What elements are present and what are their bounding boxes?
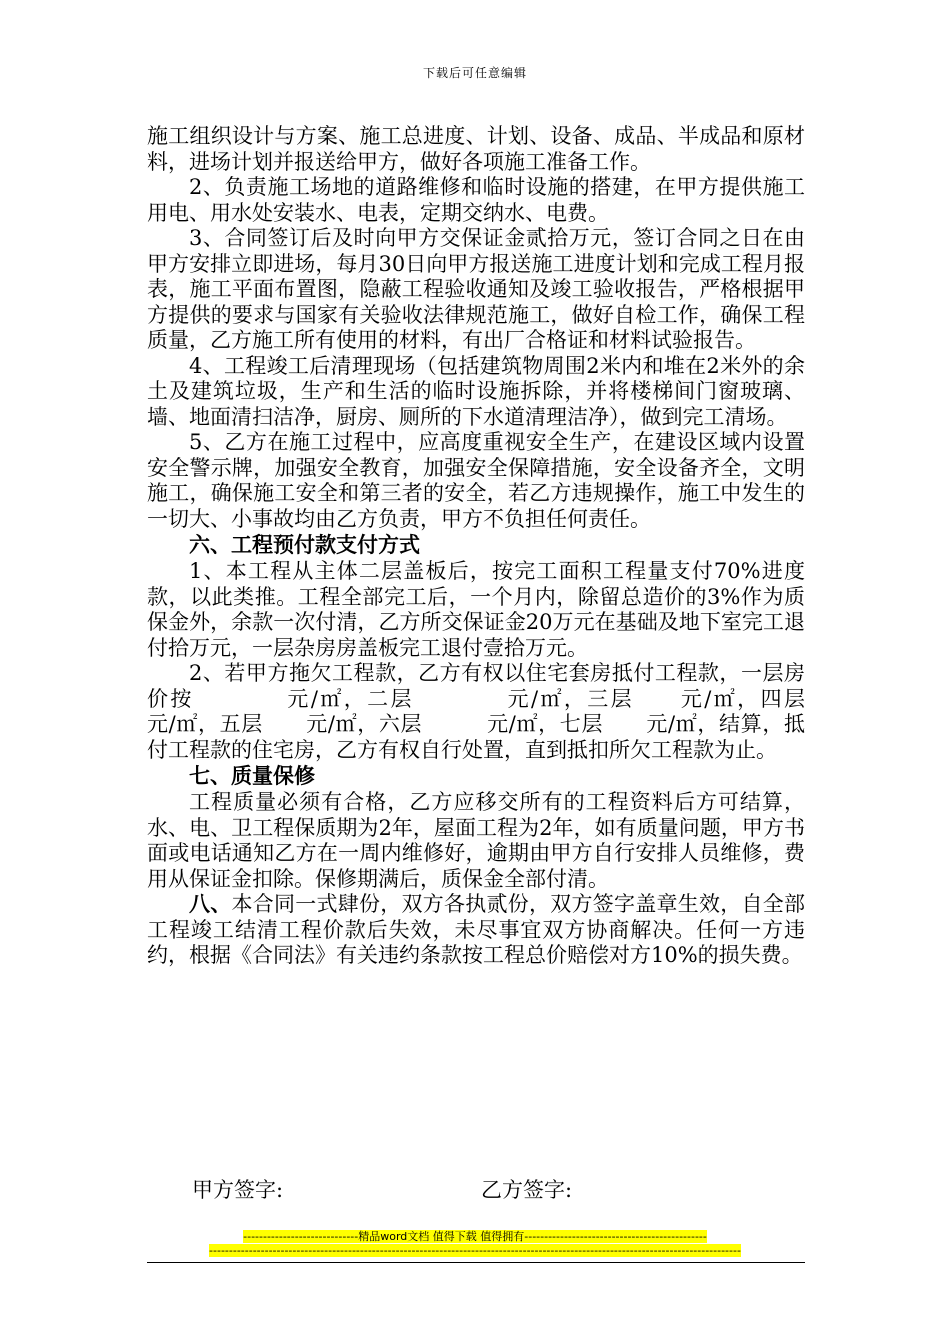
page-header: 下载后可任意编辑	[422, 66, 527, 80]
paragraph-payment-2: 2、若甲方拖欠工程款，乙方有权以住宅套房抵付工程款，一层房价按 元/㎡，二层 元/㎡，三层 元/㎡，四层 元/㎡，五层 元/㎡，六层 元/㎡，七层 元/㎡，结算，抵付工程款的住宅房，乙方有权自行处置，直到抵扣所欠工程款为止。	[147, 661, 868, 762]
document-body	[147, 124, 868, 969]
paragraph-clause-2: 2、负责施工场地的道路维修和临时设施的搭建，在甲方提供施工用电、用水处安装水、电表，定期交纳水、电费。	[147, 175, 805, 225]
footer-dashes-text: --------------------------------------------------------------------------------------------------------------------------------------	[209, 1244, 741, 1257]
section-8-text: 本合同一式肆份，双方各执贰份，双方签字盖章生效，自全部工程竣工结清工程价款后失效，未尽事宜双方协商解决。任何一方违约，根据《合同法》有关违约条款按工程总价赔偿对方10%的损失费。	[147, 892, 805, 967]
paragraph-warranty: 工程质量必须有合格，乙方应移交所有的工程资料后方可结算，水、电、卫工程保质期为2年，屋面工程为2年，如有质量问题，甲方书面或电话通知乙方在一周内维修好，逾期由甲方自行安排人员维修，费用从保证金扣除。保修期满后，质保金全部付清。	[147, 790, 805, 891]
footer-banner	[0, 1228, 950, 1244]
section-8-label: 八、	[189, 892, 232, 916]
paragraph-clause-5: 5、乙方在施工过程中，应高度重视安全生产，在建设区域内设置安全警示牌，加强安全教育，加强安全保障措施，安全设备齐全，文明施工，确保施工安全和第三者的安全，若乙方违规操作，施工中发生的一切大、小事故均由乙方负责，甲方不负担任何责任。	[147, 430, 805, 531]
section-heading-6: 六、工程预付款支付方式	[189, 533, 420, 557]
footer-banner-text: -----------------------------精品word文档 值得下载 值得拥有----------------------------------------------	[243, 1230, 707, 1243]
paragraph-continuation: 施工组织设计与方案、施工总进度、计划、设备、成品、半成品和原材料，进场计划并报送给甲方，做好各项施工准备工作。	[147, 124, 805, 174]
party-b-signature-label: 乙方签字:	[481, 1178, 573, 1202]
paragraph-section-8	[147, 892, 805, 969]
paragraph-clause-4: 4、工程竣工后清理现场（包括建筑物周围2米内和堆在2米外的余土及建筑垃圾，生产和生活的临时设施拆除，并将楼梯间门窗玻璃、墙、地面清扫洁净，厨房、厕所的下水道清理洁净），做到完工清场。	[147, 353, 805, 429]
party-a-signature-label: 甲方签字:	[192, 1178, 284, 1202]
paragraph-payment-1: 1、本工程从主体二层盖板后，按完工面积工程量支付70%进度款，以此类推。工程全部完工后，一个月内，除留总造价的3%作为质保金外，余款一次付清，乙方所交保证金20万元在基础及地下室完工退付拾万元，一层杂房房盖板完工退付壹拾万元。	[147, 559, 805, 660]
section-heading-7: 七、质量保修	[189, 764, 315, 788]
footer-dashes	[0, 1244, 950, 1257]
footer-rule	[147, 1262, 805, 1263]
paragraph-clause-3: 3、合同签订后及时向甲方交保证金贰拾万元，签订合同之日在由甲方安排立即进场，每月30日向甲方报送施工进度计划和完成工程月报表，施工平面布置图，隐蔽工程验收通知及竣工验收报告，严格根据甲方提供的要求与国家有关验收法律规范施工，做好自检工作，确保工程质量，乙方施工所有使用的材料，有出厂合格证和材料试验报告。	[147, 226, 805, 352]
